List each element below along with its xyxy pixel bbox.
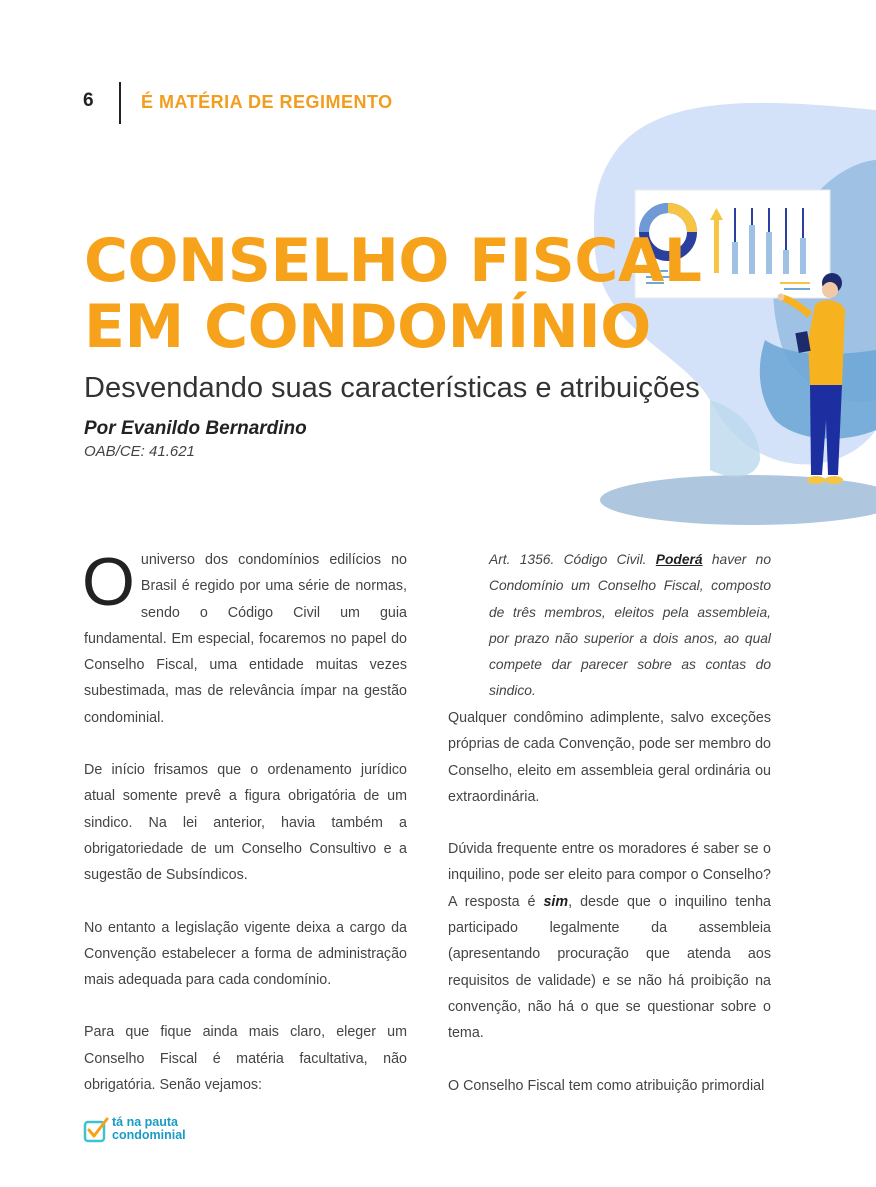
right-paragraph-1: Qualquer condômino adimplente, salvo exceções próprias de cada Convenção, pode ser membro do Conselho, eleito em assembleia geral ordinária ou extraordinária. [448, 710, 771, 805]
paragraph-2: De início frisamos que o ordenamento jurídico atual somente prevê a figura obrigatória de um sindico. Na lei anterior, havia também a obrigatoriedade de um Conselho Consultivo e a sugestão de Subsíndicos. [84, 762, 407, 884]
section-title: É MATÉRIA DE REGIMENTO [141, 92, 393, 112]
right-paragraph-2-after: , desde que o inquilino tenha participado legalmente da assembleia (apresentando procuração que atenda aos requisitos de validade) e se não há proibição na convenção, não há o que se questionar sobre o tema. [448, 893, 771, 1042]
right-paragraph-2-bold: sim [543, 893, 569, 910]
article-title-line1: CONSELHO FISCAL [84, 226, 702, 296]
paragraph-1 [82, 544, 407, 731]
quote-emphasis: Poderá [655, 552, 703, 567]
logo-line1: tá na pauta [112, 1115, 178, 1129]
article-title-line2: EM CONDOMÍNIO [84, 292, 651, 362]
author-name: Por Evanildo Bernardino [84, 418, 307, 439]
article-subtitle: Desvendando suas características e atribuições [84, 372, 700, 404]
quote-before: Art. 1356. Código Civil. [489, 552, 656, 567]
right-paragraph-3: O Conselho Fiscal tem como atribuição primordial [448, 1077, 765, 1094]
page-number: 6 [83, 90, 94, 111]
dropcap: O [82, 544, 135, 620]
brand-logo-text [112, 1116, 186, 1142]
logo-line2: condominial [112, 1128, 186, 1142]
right-paragraph-2-before: Dúvida frequente entre os moradores é saber se o inquilino, pode ser eleito para compor o Conselho? A resposta é [448, 841, 771, 910]
quote-after: haver no Condomínio um Conselho Fiscal, composto de três membros, eleitos pela assembleia, por prazo não superior a dois anos, ao qual compete dar parecer sobre as contas do sindico. [489, 552, 772, 699]
paragraph-1-text: universo dos condomínios edilícios no Brasil é regido por uma série de normas, sendo o Código Civil um guia fundamental. Em especial, focaremos no papel do Conselho Fiscal, uma entidade muitas vezes subestimada, mas de relevância ímpar na gestão condominial. [84, 552, 407, 726]
right-column [448, 705, 771, 1125]
paragraph-4: Para que fique ainda mais claro, eleger um Conselho Fiscal é matéria facultativa, não obrigatória. Senão vejamos: [84, 1024, 407, 1094]
author-oab: OAB/CE: 41.621 [84, 443, 195, 460]
article-title [84, 228, 704, 360]
header-divider [119, 82, 121, 124]
right-paragraph-2 [448, 836, 771, 1046]
left-column [82, 544, 407, 1124]
checkbox-check-icon [83, 1117, 109, 1143]
paragraph-3: No entanto a legislação vigente deixa a cargo da Convenção estabelecer a forma de administração mais adequada para cada condomínio. [84, 919, 407, 989]
law-quote [489, 547, 771, 705]
